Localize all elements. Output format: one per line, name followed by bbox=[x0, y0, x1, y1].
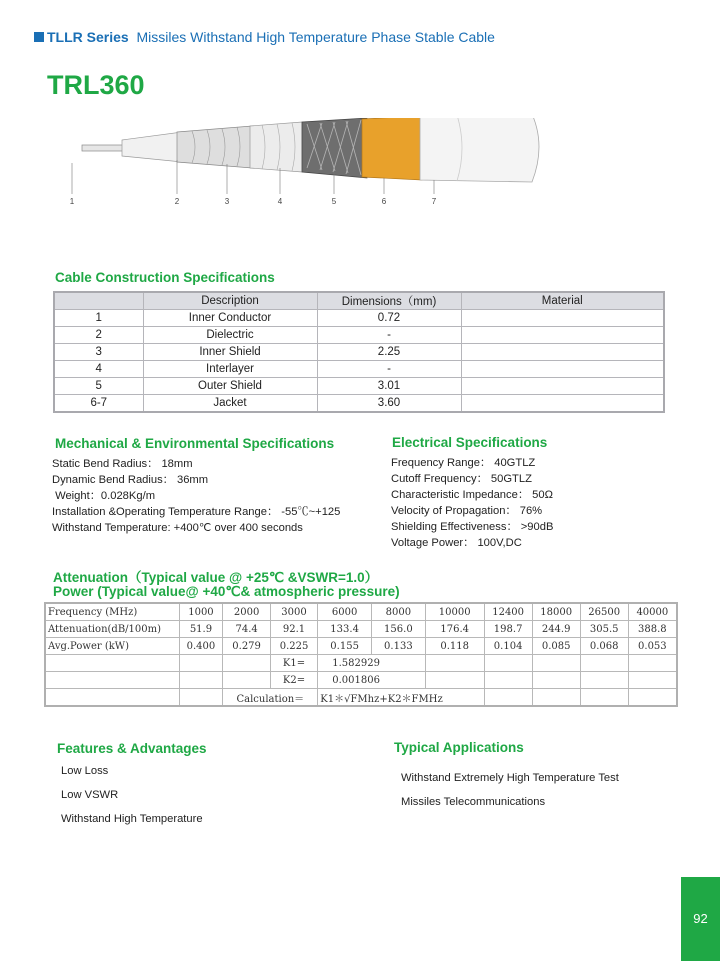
frequency-cell: 18000 bbox=[532, 603, 580, 621]
diagram-label-6: 6 bbox=[381, 197, 387, 206]
frequency-cell: 3000 bbox=[270, 603, 317, 621]
row-description: Dielectric bbox=[143, 327, 317, 344]
mechanical-line: Weight：0.028Kg/m bbox=[52, 490, 156, 502]
electrical-line: Characteristic Impedance： 50Ω bbox=[391, 489, 553, 501]
power-cell: 0.155 bbox=[318, 638, 372, 655]
diagram-label-1: 1 bbox=[69, 197, 75, 206]
row-description: Inner Conductor bbox=[143, 310, 317, 327]
row-material bbox=[461, 344, 664, 361]
k2-label: K2= bbox=[270, 672, 317, 689]
attenuation-cell: 133.4 bbox=[318, 621, 372, 638]
electrical-title: Electrical Specifications bbox=[392, 435, 548, 450]
power-row bbox=[45, 638, 677, 655]
diagram-label-7: 7 bbox=[431, 197, 437, 206]
row-description: Jacket bbox=[143, 395, 317, 413]
frequency-label: Frequency (MHz) bbox=[45, 603, 179, 621]
row-description: Outer Shield bbox=[143, 378, 317, 395]
k2-row bbox=[45, 672, 677, 689]
electrical-line: Voltage Power： 100V,DC bbox=[391, 537, 522, 549]
row-description: Interlayer bbox=[143, 361, 317, 378]
power-cell: 0.225 bbox=[270, 638, 317, 655]
attenuation-label: Attenuation(dB/100m) bbox=[45, 621, 179, 638]
attenuation-cell: 244.9 bbox=[532, 621, 580, 638]
attenuation-table bbox=[44, 602, 678, 707]
power-cell: 0.133 bbox=[372, 638, 426, 655]
power-cell: 0.400 bbox=[179, 638, 223, 655]
electrical-line: Shielding Effectiveness： >90dB bbox=[391, 521, 554, 533]
table-row bbox=[54, 344, 664, 361]
row-number: 5 bbox=[54, 378, 143, 395]
k2-value: 0.001806 bbox=[318, 672, 426, 689]
attenuation-title: Attenuation（Typical value @ +25℃ &VSWR=1.0） bbox=[53, 570, 379, 585]
table-row bbox=[54, 378, 664, 395]
header-cell: Dimensions（mm) bbox=[317, 292, 461, 310]
dielectric-layer bbox=[122, 132, 182, 162]
feature-item: Low VSWR bbox=[61, 789, 119, 801]
page-number: 92 bbox=[681, 877, 720, 961]
row-dimension: 3.60 bbox=[317, 395, 461, 413]
header-cell bbox=[54, 292, 143, 310]
diagram-label-3: 3 bbox=[224, 197, 230, 206]
row-material bbox=[461, 310, 664, 327]
frequency-cell: 10000 bbox=[425, 603, 484, 621]
header-cell: Material bbox=[461, 292, 664, 310]
electrical-line: Frequency Range： 40GTLZ bbox=[391, 457, 536, 469]
row-number: 2 bbox=[54, 327, 143, 344]
attenuation-cell: 388.8 bbox=[628, 621, 677, 638]
application-item: Withstand Extremely High Temperature Test bbox=[401, 772, 619, 784]
feature-item: Withstand High Temperature bbox=[61, 813, 203, 825]
series-header bbox=[34, 29, 495, 45]
row-material bbox=[461, 327, 664, 344]
table-row bbox=[54, 327, 664, 344]
feature-item: Low Loss bbox=[61, 765, 109, 777]
row-material bbox=[461, 361, 664, 378]
application-item: Missiles Telecommunications bbox=[401, 796, 546, 808]
row-dimension: - bbox=[317, 361, 461, 378]
construction-table bbox=[53, 291, 665, 413]
k1-value: 1.582929 bbox=[318, 655, 426, 672]
power-label: Avg.Power (kW) bbox=[45, 638, 179, 655]
row-number: 1 bbox=[54, 310, 143, 327]
frequency-cell: 1000 bbox=[179, 603, 223, 621]
power-cell: 0.279 bbox=[223, 638, 270, 655]
construction-title: Cable Construction Specifications bbox=[55, 270, 275, 285]
k1-row bbox=[45, 655, 677, 672]
row-dimension: - bbox=[317, 327, 461, 344]
attenuation-cell: 92.1 bbox=[270, 621, 317, 638]
table-row bbox=[54, 395, 664, 413]
mechanical-title: Mechanical & Environmental Specifications bbox=[55, 436, 335, 451]
power-cell: 0.104 bbox=[484, 638, 532, 655]
cable-construction-diagram bbox=[62, 118, 562, 218]
power-cell: 0.085 bbox=[532, 638, 580, 655]
mechanical-line: Static Bend Radius： 18mm bbox=[52, 458, 193, 470]
applications-title: Typical Applications bbox=[394, 740, 524, 755]
row-description: Inner Shield bbox=[143, 344, 317, 361]
jacket-outer-layer bbox=[420, 118, 539, 182]
electrical-line: Cutoff Frequency： 50GTLZ bbox=[391, 473, 532, 485]
row-dimension: 0.72 bbox=[317, 310, 461, 327]
attenuation-cell: 156.0 bbox=[372, 621, 426, 638]
frequency-cell: 12400 bbox=[484, 603, 532, 621]
k1-label: K1= bbox=[270, 655, 317, 672]
diagram-label-4: 4 bbox=[277, 197, 283, 206]
calculation-formula: K1＊√FMhz+K2＊FMHz bbox=[318, 689, 484, 707]
table-row bbox=[54, 310, 664, 327]
electrical-list bbox=[391, 455, 553, 551]
row-dimension: 2.25 bbox=[317, 344, 461, 361]
diagram-label-5: 5 bbox=[331, 197, 337, 206]
series-name: TLLR Series bbox=[47, 29, 129, 45]
power-title: Power (Typical value@ +40℃& atmospheric pressure) bbox=[53, 584, 400, 599]
frequency-row bbox=[45, 603, 677, 621]
interlayer bbox=[250, 122, 302, 172]
attenuation-cell: 198.7 bbox=[484, 621, 532, 638]
jacket-inner-layer bbox=[362, 118, 422, 180]
mechanical-line: Withstand Temperature: +400℃ over 400 seconds bbox=[52, 522, 303, 534]
attenuation-cell: 176.4 bbox=[425, 621, 484, 638]
square-bullet-icon bbox=[34, 32, 44, 42]
attenuation-cell: 51.9 bbox=[179, 621, 223, 638]
mechanical-list bbox=[52, 456, 340, 536]
power-cell: 0.053 bbox=[628, 638, 677, 655]
attenuation-row bbox=[45, 621, 677, 638]
electrical-line: Velocity of Propagation： 76% bbox=[391, 505, 543, 517]
row-number: 4 bbox=[54, 361, 143, 378]
diagram-label-2: 2 bbox=[174, 197, 180, 206]
mechanical-line: Installation &Operating Temperature Range： -55℃~+125 bbox=[52, 506, 341, 518]
frequency-cell: 26500 bbox=[580, 603, 628, 621]
series-subtitle: Missiles Withstand High Temperature Phase Stable Cable bbox=[136, 29, 495, 45]
mechanical-line: Dynamic Bend Radius： 36mm bbox=[52, 474, 209, 486]
calculation-label: Calculation＝ bbox=[223, 689, 318, 707]
calculation-row bbox=[45, 689, 677, 707]
model-title: TRL360 bbox=[47, 70, 145, 100]
power-cell: 0.118 bbox=[425, 638, 484, 655]
row-material bbox=[461, 395, 664, 413]
inner-shield-layer bbox=[177, 126, 252, 168]
attenuation-cell: 74.4 bbox=[223, 621, 270, 638]
attenuation-cell: 305.5 bbox=[580, 621, 628, 638]
frequency-cell: 40000 bbox=[628, 603, 677, 621]
table-row bbox=[54, 361, 664, 378]
frequency-cell: 8000 bbox=[372, 603, 426, 621]
row-number: 3 bbox=[54, 344, 143, 361]
header-cell: Description bbox=[143, 292, 317, 310]
frequency-cell: 6000 bbox=[318, 603, 372, 621]
table-header-row bbox=[54, 292, 664, 310]
power-cell: 0.068 bbox=[580, 638, 628, 655]
row-dimension: 3.01 bbox=[317, 378, 461, 395]
frequency-cell: 2000 bbox=[223, 603, 270, 621]
row-material bbox=[461, 378, 664, 395]
row-number: 6-7 bbox=[54, 395, 143, 413]
features-title: Features & Advantages bbox=[57, 741, 207, 756]
